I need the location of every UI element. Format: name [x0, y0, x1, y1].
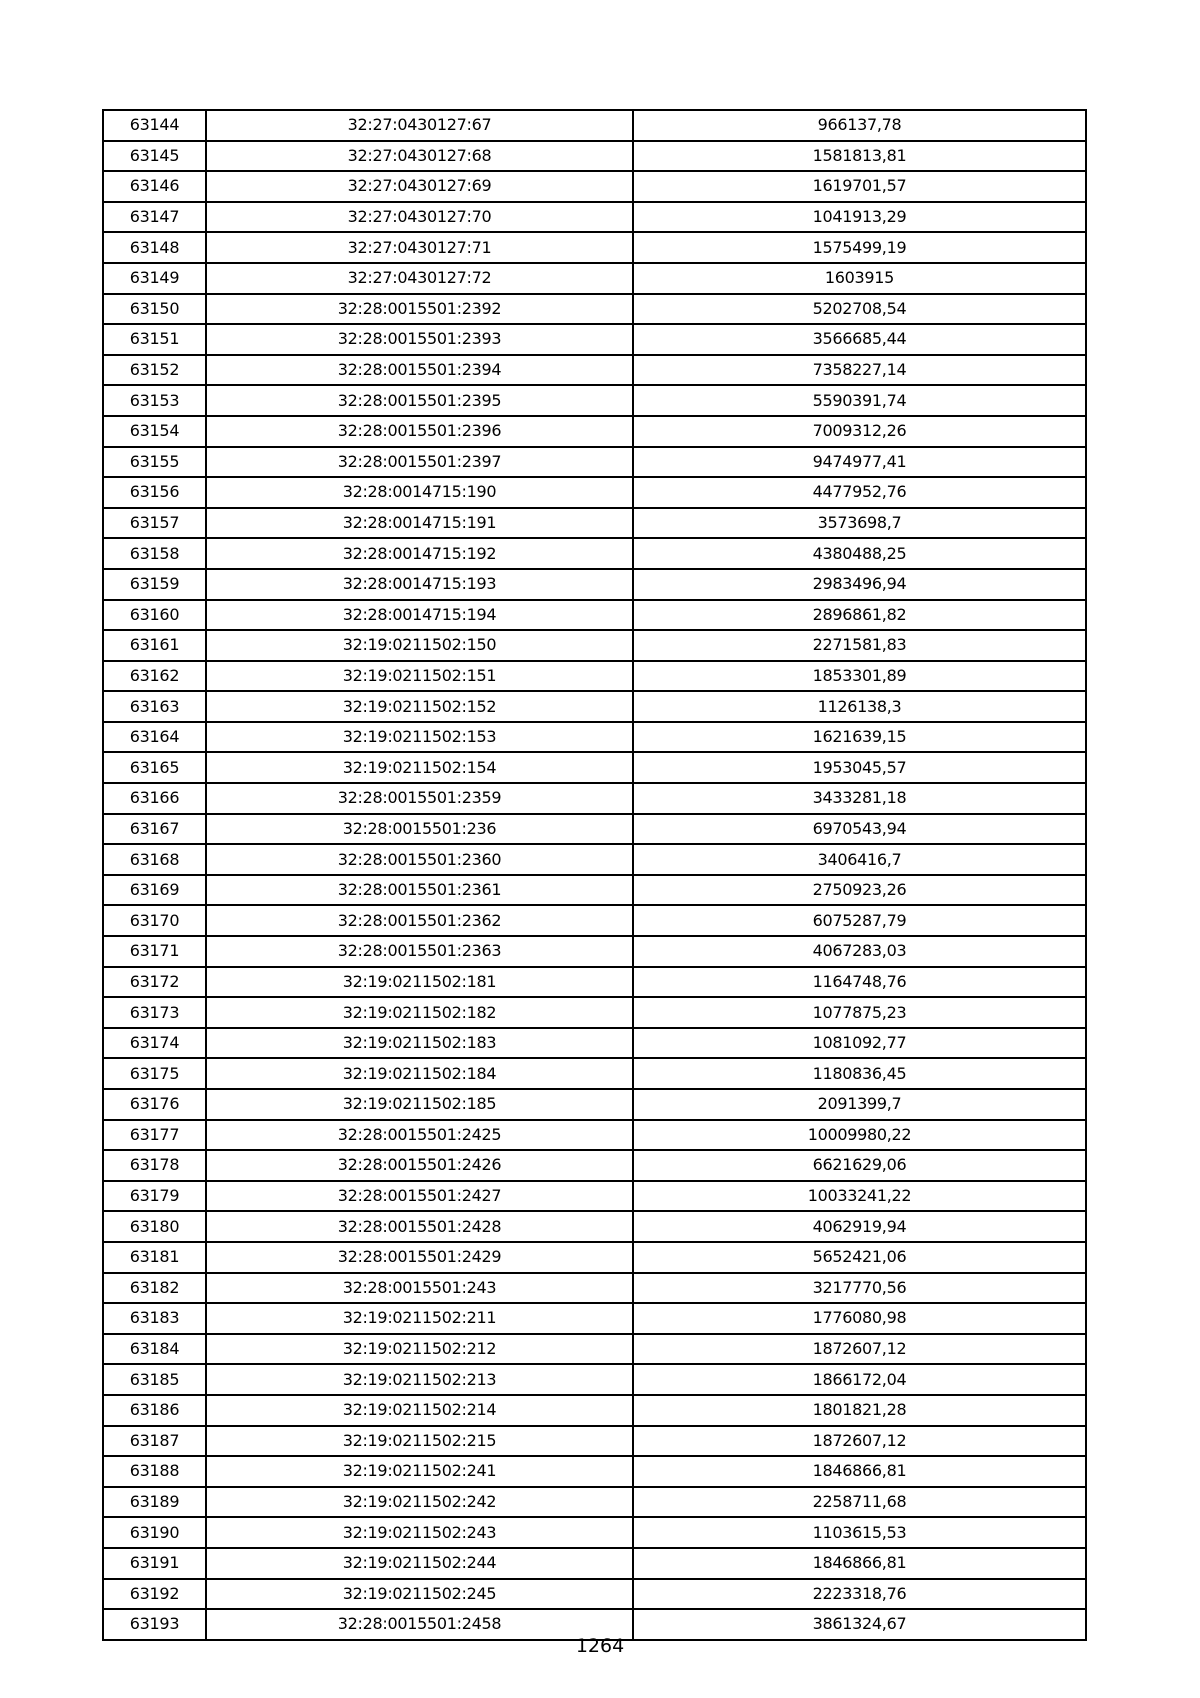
row-number-cell: 63186: [103, 1395, 206, 1426]
table-row: [103, 1456, 1086, 1487]
table-row: [103, 171, 1086, 202]
cadastral-number-cell: 32:19:0211502:214: [206, 1395, 633, 1426]
table-row: [103, 538, 1086, 569]
value-cell: 3861324,67: [633, 1609, 1086, 1640]
cadastral-number-cell: 32:28:0015501:2392: [206, 294, 633, 325]
value-cell: 2091399,7: [633, 1089, 1086, 1120]
table-row: [103, 783, 1086, 814]
row-number-cell: 63145: [103, 141, 206, 172]
row-number-cell: 63147: [103, 202, 206, 233]
table-row: [103, 508, 1086, 539]
row-number-cell: 63155: [103, 447, 206, 478]
row-number-cell: 63149: [103, 263, 206, 294]
table-row: [103, 324, 1086, 355]
row-number-cell: 63182: [103, 1273, 206, 1304]
row-number-cell: 63153: [103, 385, 206, 416]
cadastral-number-cell: 32:27:0430127:69: [206, 171, 633, 202]
row-number-cell: 63163: [103, 691, 206, 722]
cadastral-number-cell: 32:19:0211502:211: [206, 1303, 633, 1334]
value-cell: 5590391,74: [633, 385, 1086, 416]
cadastral-number-cell: 32:19:0211502:152: [206, 691, 633, 722]
cadastral-number-cell: 32:19:0211502:213: [206, 1364, 633, 1395]
row-number-cell: 63178: [103, 1150, 206, 1181]
value-cell: 6970543,94: [633, 814, 1086, 845]
table-row: [103, 875, 1086, 906]
table-row: [103, 936, 1086, 967]
value-cell: 10033241,22: [633, 1181, 1086, 1212]
table-row: [103, 661, 1086, 692]
value-cell: 1621639,15: [633, 722, 1086, 753]
value-cell: 1081092,77: [633, 1028, 1086, 1059]
row-number-cell: 63181: [103, 1242, 206, 1273]
value-cell: 1872607,12: [633, 1334, 1086, 1365]
row-number-cell: 63180: [103, 1211, 206, 1242]
value-cell: 2983496,94: [633, 569, 1086, 600]
value-cell: 2223318,76: [633, 1579, 1086, 1610]
value-cell: 3217770,56: [633, 1273, 1086, 1304]
cadastral-number-cell: 32:19:0211502:182: [206, 997, 633, 1028]
table-row: [103, 447, 1086, 478]
value-cell: 7009312,26: [633, 416, 1086, 447]
cadastral-number-cell: 32:28:0015501:2396: [206, 416, 633, 447]
cadastral-number-cell: 32:28:0015501:2363: [206, 936, 633, 967]
row-number-cell: 63152: [103, 355, 206, 386]
cadastral-number-cell: 32:19:0211502:245: [206, 1579, 633, 1610]
table-body: [103, 110, 1086, 1640]
row-number-cell: 63165: [103, 752, 206, 783]
cadastral-number-cell: 32:28:0015501:2361: [206, 875, 633, 906]
row-number-cell: 63192: [103, 1579, 206, 1610]
cadastral-number-cell: 32:28:0015501:2397: [206, 447, 633, 478]
page-number: 1264: [575, 1635, 625, 1657]
cadastral-number-cell: 32:28:0014715:191: [206, 508, 633, 539]
value-cell: 3406416,7: [633, 844, 1086, 875]
row-number-cell: 63161: [103, 630, 206, 661]
cadastral-number-cell: 32:28:0015501:2425: [206, 1120, 633, 1151]
cadastral-number-cell: 32:19:0211502:243: [206, 1517, 633, 1548]
row-number-cell: 63169: [103, 875, 206, 906]
cadastral-number-cell: 32:19:0211502:154: [206, 752, 633, 783]
row-number-cell: 63166: [103, 783, 206, 814]
value-cell: 1077875,23: [633, 997, 1086, 1028]
value-cell: 7358227,14: [633, 355, 1086, 386]
row-number-cell: 63158: [103, 538, 206, 569]
cadastral-number-cell: 32:19:0211502:241: [206, 1456, 633, 1487]
cadastral-number-cell: 32:28:0014715:194: [206, 600, 633, 631]
table-row: [103, 1089, 1086, 1120]
row-number-cell: 63183: [103, 1303, 206, 1334]
row-number-cell: 63176: [103, 1089, 206, 1120]
row-number-cell: 63170: [103, 905, 206, 936]
cadastral-number-cell: 32:19:0211502:151: [206, 661, 633, 692]
table-row: [103, 1058, 1086, 1089]
table-row: [103, 232, 1086, 263]
row-number-cell: 63168: [103, 844, 206, 875]
row-number-cell: 63177: [103, 1120, 206, 1151]
table-row: [103, 1517, 1086, 1548]
data-table: [102, 109, 1087, 1641]
cadastral-number-cell: 32:28:0015501:2429: [206, 1242, 633, 1273]
row-number-cell: 63167: [103, 814, 206, 845]
cadastral-number-cell: 32:27:0430127:67: [206, 110, 633, 141]
row-number-cell: 63154: [103, 416, 206, 447]
cadastral-number-cell: 32:27:0430127:70: [206, 202, 633, 233]
cadastral-number-cell: 32:28:0015501:2428: [206, 1211, 633, 1242]
value-cell: 2896861,82: [633, 600, 1086, 631]
table-row: [103, 1181, 1086, 1212]
value-cell: 1103615,53: [633, 1517, 1086, 1548]
table-row: [103, 967, 1086, 998]
cadastral-number-cell: 32:28:0015501:2359: [206, 783, 633, 814]
table-row: [103, 600, 1086, 631]
row-number-cell: 63164: [103, 722, 206, 753]
table-row: [103, 1426, 1086, 1457]
value-cell: 2750923,26: [633, 875, 1086, 906]
value-cell: 1853301,89: [633, 661, 1086, 692]
value-cell: 1801821,28: [633, 1395, 1086, 1426]
table-row: [103, 722, 1086, 753]
row-number-cell: 63187: [103, 1426, 206, 1457]
table-row: [103, 1334, 1086, 1365]
value-cell: 1953045,57: [633, 752, 1086, 783]
value-cell: 5202708,54: [633, 294, 1086, 325]
table-row: [103, 1242, 1086, 1273]
table-row: [103, 263, 1086, 294]
row-number-cell: 63171: [103, 936, 206, 967]
table-row: [103, 1487, 1086, 1518]
value-cell: 1619701,57: [633, 171, 1086, 202]
cadastral-number-cell: 32:28:0015501:2394: [206, 355, 633, 386]
cadastral-number-cell: 32:28:0015501:2427: [206, 1181, 633, 1212]
cadastral-number-cell: 32:28:0015501:2393: [206, 324, 633, 355]
value-cell: 966137,78: [633, 110, 1086, 141]
cadastral-number-cell: 32:28:0015501:2458: [206, 1609, 633, 1640]
value-cell: 1603915: [633, 263, 1086, 294]
table-row: [103, 1395, 1086, 1426]
table-row: [103, 630, 1086, 661]
value-cell: 1776080,98: [633, 1303, 1086, 1334]
table-row: [103, 1273, 1086, 1304]
value-cell: 6621629,06: [633, 1150, 1086, 1181]
value-cell: 4477952,76: [633, 477, 1086, 508]
cadastral-number-cell: 32:19:0211502:181: [206, 967, 633, 998]
table-row: [103, 1150, 1086, 1181]
cadastral-number-cell: 32:19:0211502:150: [206, 630, 633, 661]
table-row: [103, 477, 1086, 508]
row-number-cell: 63190: [103, 1517, 206, 1548]
value-cell: 1164748,76: [633, 967, 1086, 998]
cadastral-number-cell: 32:28:0014715:192: [206, 538, 633, 569]
value-cell: 1872607,12: [633, 1426, 1086, 1457]
value-cell: 4062919,94: [633, 1211, 1086, 1242]
cadastral-number-cell: 32:19:0211502:185: [206, 1089, 633, 1120]
value-cell: 1581813,81: [633, 141, 1086, 172]
row-number-cell: 63193: [103, 1609, 206, 1640]
value-cell: 1575499,19: [633, 232, 1086, 263]
cadastral-number-cell: 32:19:0211502:212: [206, 1334, 633, 1365]
value-cell: 1126138,3: [633, 691, 1086, 722]
cadastral-number-cell: 32:28:0014715:193: [206, 569, 633, 600]
row-number-cell: 63185: [103, 1364, 206, 1395]
value-cell: 1180836,45: [633, 1058, 1086, 1089]
cadastral-number-cell: 32:19:0211502:215: [206, 1426, 633, 1457]
value-cell: 4067283,03: [633, 936, 1086, 967]
cadastral-number-cell: 32:28:0015501:2426: [206, 1150, 633, 1181]
table-row: [103, 814, 1086, 845]
table-row: [103, 1211, 1086, 1242]
table-row: [103, 355, 1086, 386]
table-row: [103, 1548, 1086, 1579]
value-cell: 3433281,18: [633, 783, 1086, 814]
row-number-cell: 63148: [103, 232, 206, 263]
row-number-cell: 63156: [103, 477, 206, 508]
table-row: [103, 416, 1086, 447]
cadastral-number-cell: 32:28:0014715:190: [206, 477, 633, 508]
cadastral-number-cell: 32:27:0430127:71: [206, 232, 633, 263]
row-number-cell: 63173: [103, 997, 206, 1028]
value-cell: 2258711,68: [633, 1487, 1086, 1518]
row-number-cell: 63144: [103, 110, 206, 141]
row-number-cell: 63162: [103, 661, 206, 692]
row-number-cell: 63157: [103, 508, 206, 539]
value-cell: 1846866,81: [633, 1548, 1086, 1579]
value-cell: 5652421,06: [633, 1242, 1086, 1273]
value-cell: 3573698,7: [633, 508, 1086, 539]
value-cell: 1866172,04: [633, 1364, 1086, 1395]
cadastral-number-cell: 32:19:0211502:183: [206, 1028, 633, 1059]
table-row: [103, 141, 1086, 172]
cadastral-number-cell: 32:27:0430127:68: [206, 141, 633, 172]
row-number-cell: 63174: [103, 1028, 206, 1059]
row-number-cell: 63188: [103, 1456, 206, 1487]
row-number-cell: 63146: [103, 171, 206, 202]
table-row: [103, 1579, 1086, 1610]
table-row: [103, 202, 1086, 233]
table-row: [103, 997, 1086, 1028]
value-cell: 6075287,79: [633, 905, 1086, 936]
cadastral-number-cell: 32:19:0211502:244: [206, 1548, 633, 1579]
cadastral-number-cell: 32:28:0015501:243: [206, 1273, 633, 1304]
row-number-cell: 63179: [103, 1181, 206, 1212]
row-number-cell: 63172: [103, 967, 206, 998]
cadastral-number-cell: 32:28:0015501:236: [206, 814, 633, 845]
value-cell: 9474977,41: [633, 447, 1086, 478]
value-cell: 1041913,29: [633, 202, 1086, 233]
cadastral-number-cell: 32:28:0015501:2362: [206, 905, 633, 936]
row-number-cell: 63160: [103, 600, 206, 631]
table-row: [103, 569, 1086, 600]
table-row: [103, 1028, 1086, 1059]
table-row: [103, 691, 1086, 722]
cadastral-number-cell: 32:19:0211502:242: [206, 1487, 633, 1518]
row-number-cell: 63184: [103, 1334, 206, 1365]
cadastral-number-cell: 32:19:0211502:153: [206, 722, 633, 753]
row-number-cell: 63151: [103, 324, 206, 355]
cadastral-number-cell: 32:28:0015501:2395: [206, 385, 633, 416]
value-cell: 4380488,25: [633, 538, 1086, 569]
table-row: [103, 905, 1086, 936]
table-row: [103, 1303, 1086, 1334]
table-row: [103, 844, 1086, 875]
cadastral-number-cell: 32:19:0211502:184: [206, 1058, 633, 1089]
value-cell: 10009980,22: [633, 1120, 1086, 1151]
value-cell: 3566685,44: [633, 324, 1086, 355]
table-row: [103, 752, 1086, 783]
row-number-cell: 63189: [103, 1487, 206, 1518]
value-cell: 1846866,81: [633, 1456, 1086, 1487]
cadastral-number-cell: 32:27:0430127:72: [206, 263, 633, 294]
row-number-cell: 63191: [103, 1548, 206, 1579]
table-row: [103, 1364, 1086, 1395]
row-number-cell: 63150: [103, 294, 206, 325]
table-row: [103, 1120, 1086, 1151]
cadastral-number-cell: 32:28:0015501:2360: [206, 844, 633, 875]
table-row: [103, 294, 1086, 325]
value-cell: 2271581,83: [633, 630, 1086, 661]
table-row: [103, 110, 1086, 141]
table-row: [103, 385, 1086, 416]
row-number-cell: 63175: [103, 1058, 206, 1089]
row-number-cell: 63159: [103, 569, 206, 600]
